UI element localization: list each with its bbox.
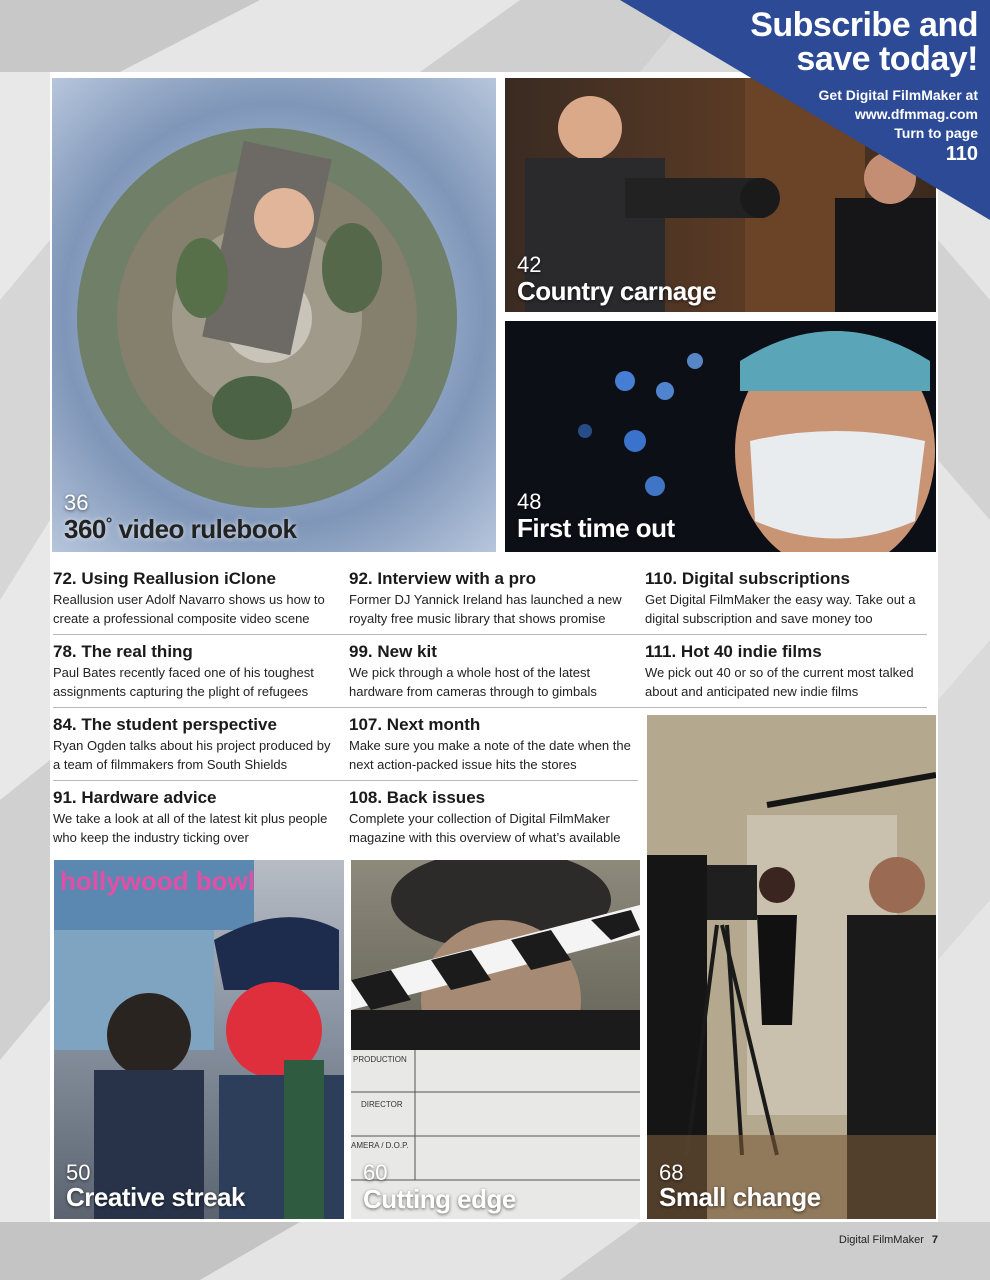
feature-title: Country carnage [517, 276, 717, 306]
film-set-photo [647, 715, 936, 1219]
index-entry-72[interactable] [53, 569, 338, 628]
tiny-planet-photo [52, 78, 496, 552]
page-number: 7 [931, 1234, 938, 1246]
feature-creative-streak[interactable] [54, 860, 344, 1219]
entry-description: We pick through a whole host of the latest hardware from cameras through to gimbals [349, 665, 597, 699]
index-entry-110[interactable] [645, 569, 930, 628]
feature-number: 50 [66, 1160, 91, 1185]
index-entry-111[interactable] [645, 642, 930, 701]
page-footer [839, 1234, 938, 1246]
feature-title: Cutting edge [363, 1184, 516, 1214]
entry-heading: 72. Using Reallusion iClone [53, 569, 276, 588]
subscribe-page-number: 110 [945, 143, 978, 165]
divider [53, 634, 927, 635]
entry-description: Paul Bates recently faced one of his toughest assignments capturing the plight of refugees [53, 665, 314, 699]
entry-heading: 91. Hardware advice [53, 788, 217, 807]
subscribe-text-3: Turn to page [894, 125, 978, 141]
students-photo [54, 860, 344, 1219]
entry-description: Get Digital FilmMaker the easy way. Take out a digital subscription and save money too [645, 592, 916, 626]
entry-description: Make sure you make a note of the date when the next action-packed issue hits the stores [349, 738, 631, 772]
index-entry-107[interactable] [349, 715, 634, 774]
clapperboard-photo [351, 860, 640, 1219]
subscribe-title-line2: save today! [796, 40, 978, 78]
feature-title: First time out [517, 513, 675, 543]
subscribe-text-1: Get Digital FilmMaker at [818, 87, 978, 103]
divider [53, 707, 927, 708]
entry-heading: 99. New kit [349, 642, 437, 661]
feature-first-time-out[interactable] [505, 321, 936, 552]
feature-title: Small change [659, 1182, 821, 1212]
entry-heading: 84. The student perspective [53, 715, 277, 734]
svg-text:hollywood bowl: hollywood bowl [60, 866, 255, 896]
index-entry-99[interactable] [349, 642, 634, 701]
divider [53, 780, 638, 781]
entry-heading: 92. Interview with a pro [349, 569, 537, 588]
entry-description: Former DJ Yannick Ireland has launched a new royalty free music library that shows promise [349, 592, 622, 626]
entry-heading: 107. Next month [349, 715, 481, 734]
magazine-name: Digital FilmMaker [838, 1234, 924, 1246]
feature-cutting-edge[interactable] [351, 860, 640, 1219]
feature-360-video[interactable] [52, 78, 496, 552]
index-entry-91[interactable] [53, 788, 338, 847]
index-entry-78[interactable] [53, 642, 338, 701]
entry-heading: 111. Hot 40 indie films [645, 642, 822, 661]
entry-description: We take a look at all of the latest kit plus people who keep the industry ticking over [53, 811, 328, 845]
entry-description: We pick out 40 or so of the current most talked about and anticipated new indie films [645, 665, 914, 699]
entry-heading: 108. Back issues [349, 788, 486, 807]
entry-heading: 78. The real thing [53, 642, 193, 661]
entry-description: Reallusion user Adolf Navarro shows us how to create a professional composite video scene [53, 592, 325, 626]
feature-number: 42 [517, 252, 542, 277]
slate-production-label: PRODUCTION [353, 1055, 407, 1064]
index-entry-92[interactable] [349, 569, 634, 628]
index-entry-84[interactable] [53, 715, 338, 774]
feature-number: 68 [659, 1160, 684, 1185]
subscribe-title-line1: Subscribe and [750, 6, 978, 44]
subscribe-banner[interactable] [590, 0, 990, 220]
feature-title: Creative streak [66, 1182, 245, 1212]
entry-description: Complete your collection of Digital FilmMaker magazine with this overview of what’s available [349, 811, 621, 845]
feature-title: 360° video rulebook [64, 514, 297, 544]
feature-number: 48 [517, 489, 542, 514]
feature-number: 60 [363, 1160, 388, 1185]
feature-small-change[interactable] [647, 715, 936, 1219]
slate-director-label: DIRECTOR [361, 1100, 403, 1109]
subscribe-url[interactable]: www.dfmmag.com [854, 106, 978, 122]
feature-number: 36 [64, 490, 89, 515]
entry-description: Ryan Ogden talks about his project produced by a team of filmmakers from South Shields [53, 738, 331, 772]
index-entry-108[interactable] [349, 788, 634, 847]
slate-camera-label: AMERA / D.O.P. [351, 1141, 409, 1150]
entry-heading: 110. Digital subscriptions [645, 569, 851, 588]
